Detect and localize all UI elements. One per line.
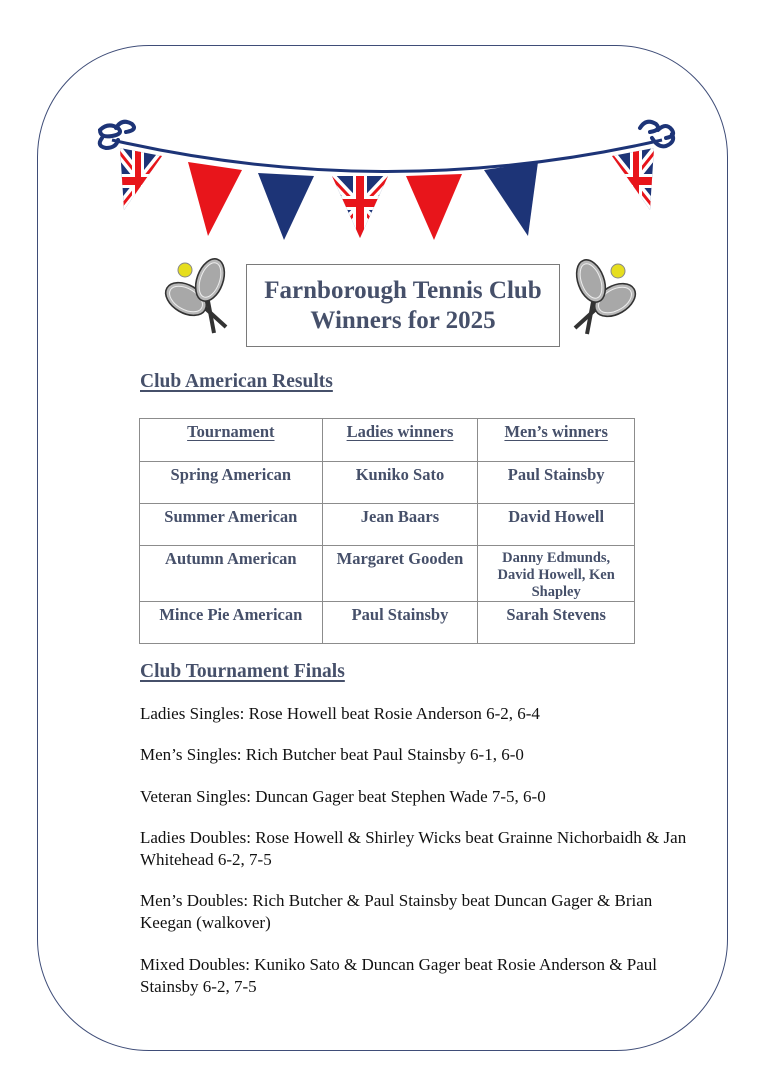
tournament-cell: Autumn American xyxy=(140,546,323,602)
table-header-row xyxy=(140,419,635,462)
tennis-rackets-icon xyxy=(160,255,240,337)
tournament-cell: Mince Pie American xyxy=(140,602,323,644)
final-result-ladies-singles: Ladies Singles: Rose Howell beat Rosie Anderson 6-2, 6-4 xyxy=(140,704,540,723)
mens-winner-cell: Danny Edmunds, David Howell, Ken Shapley xyxy=(478,546,635,602)
union-jack-bunting-icon xyxy=(92,118,682,243)
mens-winner-cell: Paul Stainsby xyxy=(478,462,635,504)
mens-winner-cell: David Howell xyxy=(478,504,635,546)
tennis-rackets-icon xyxy=(561,256,641,338)
final-result-mens-singles: Men’s Singles: Rich Butcher beat Paul Stainsby 6-1, 6-0 xyxy=(140,745,524,764)
american-results-heading: Club American Results xyxy=(140,371,333,392)
pennant xyxy=(188,162,242,236)
table-row xyxy=(140,602,635,644)
column-header-ladies xyxy=(322,419,478,462)
winners-year-title: Winners for 2025 xyxy=(310,306,496,334)
ladies-winner-cell: Paul Stainsby xyxy=(322,602,478,644)
column-header-label: Tournament xyxy=(187,422,275,441)
table-row xyxy=(140,546,635,602)
tournament-cell: Spring American xyxy=(140,462,323,504)
club-name-title: Farnborough Tennis Club xyxy=(264,276,542,304)
tournament-cell: Summer American xyxy=(140,504,323,546)
final-result-ladies-doubles: Ladies Doubles: Rose Howell & Shirley Wicks beat Grainne Nichorbaidh & Jan Whitehead 6-2, 7-5 xyxy=(140,828,687,869)
title-box xyxy=(246,264,560,347)
mens-winner-cell: Sarah Stevens xyxy=(478,602,635,644)
table-row xyxy=(140,504,635,546)
american-results-table xyxy=(139,418,635,644)
ladies-winner-cell: Kuniko Sato xyxy=(322,462,478,504)
final-result-mens-doubles: Men’s Doubles: Rich Butcher & Paul Stainsby beat Duncan Gager & Brian Keegan (walkover) xyxy=(140,891,653,932)
final-result-veteran-singles: Veteran Singles: Duncan Gager beat Stephen Wade 7-5, 6-0 xyxy=(140,787,546,806)
final-result-mixed-doubles: Mixed Doubles: Kuniko Sato & Duncan Gager beat Rosie Anderson & Paul Stainsby 6-2, 7-5 xyxy=(140,955,658,996)
tournament-finals-heading: Club Tournament Finals xyxy=(140,661,345,682)
column-header-label: Ladies winners xyxy=(346,422,454,441)
column-header-tournament xyxy=(140,419,323,462)
column-header-label: Men’s winners xyxy=(504,422,608,441)
table-row xyxy=(140,462,635,504)
ladies-winner-cell: Jean Baars xyxy=(322,504,478,546)
column-header-men xyxy=(478,419,635,462)
ladies-winner-cell: Margaret Gooden xyxy=(322,546,478,602)
